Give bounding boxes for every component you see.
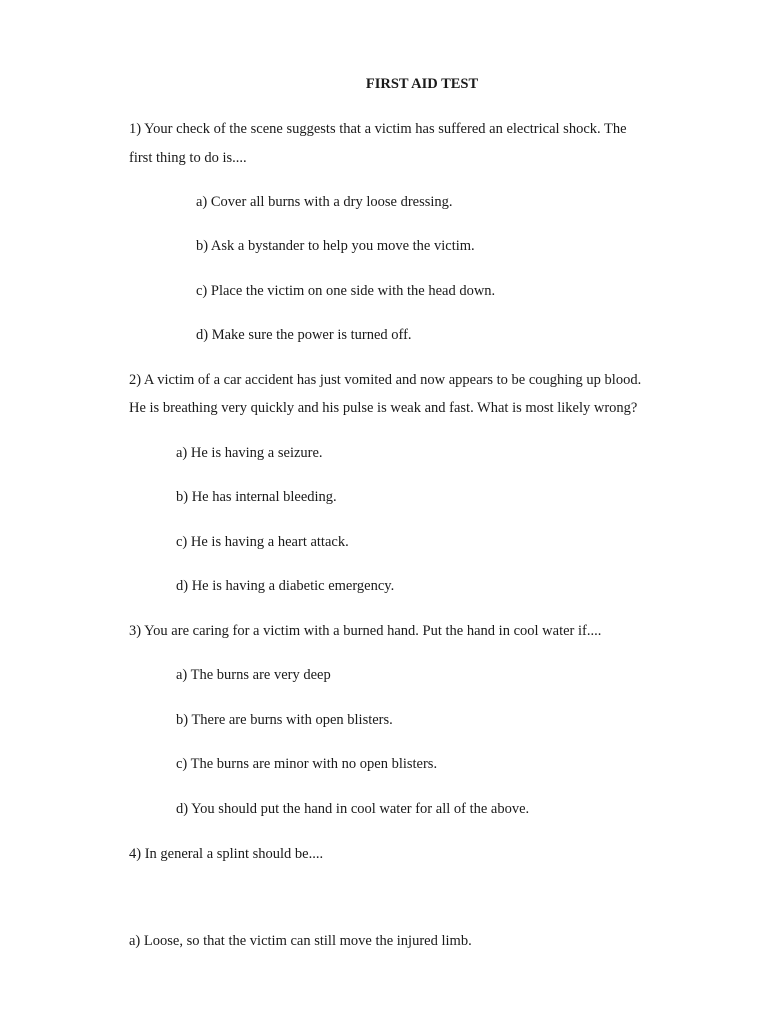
question-3-line-1: 3) You are caring for a victim with a burned hand. Put the hand in cool water if....	[129, 623, 602, 639]
question-2-option-d: d) He is having a diabetic emergency.	[176, 578, 395, 594]
question-3-option-c: c) The burns are minor with no open blisters.	[176, 756, 438, 772]
question-4-line-1: 4) In general a splint should be....	[129, 846, 324, 862]
question-1-option-b: b) Ask a bystander to help you move the victim.	[196, 238, 475, 254]
question-2-line-1: 2) A victim of a car accident has just vomited and now appears to be coughing up blood.	[129, 372, 642, 388]
question-3-option-a: a) The burns are very deep	[176, 667, 331, 683]
question-2-line-2: He is breathing very quickly and his pulse is weak and fast. What is most likely wrong?	[129, 400, 638, 416]
question-3-option-b: b) There are burns with open blisters.	[176, 712, 393, 728]
question-1-line-1: 1) Your check of the scene suggests that a victim has suffered an electrical shock. The	[129, 121, 627, 137]
question-1-line-2: first thing to do is....	[129, 150, 247, 166]
question-3-option-d: d) You should put the hand in cool water for all of the above.	[176, 801, 530, 817]
question-1-option-d: d) Make sure the power is turned off.	[196, 327, 412, 343]
question-2-option-c: c) He is having a heart attack.	[176, 534, 349, 550]
question-1-option-c: c) Place the victim on one side with the head down.	[196, 283, 496, 299]
question-2-option-b: b) He has internal bleeding.	[176, 489, 337, 505]
question-2-option-a: a) He is having a seizure.	[176, 445, 323, 461]
question-4-option-a: a) Loose, so that the victim can still move the injured limb.	[129, 933, 472, 949]
page-title: FIRST AID TEST	[365, 76, 479, 92]
question-1-option-a: a) Cover all burns with a dry loose dressing.	[196, 194, 453, 210]
